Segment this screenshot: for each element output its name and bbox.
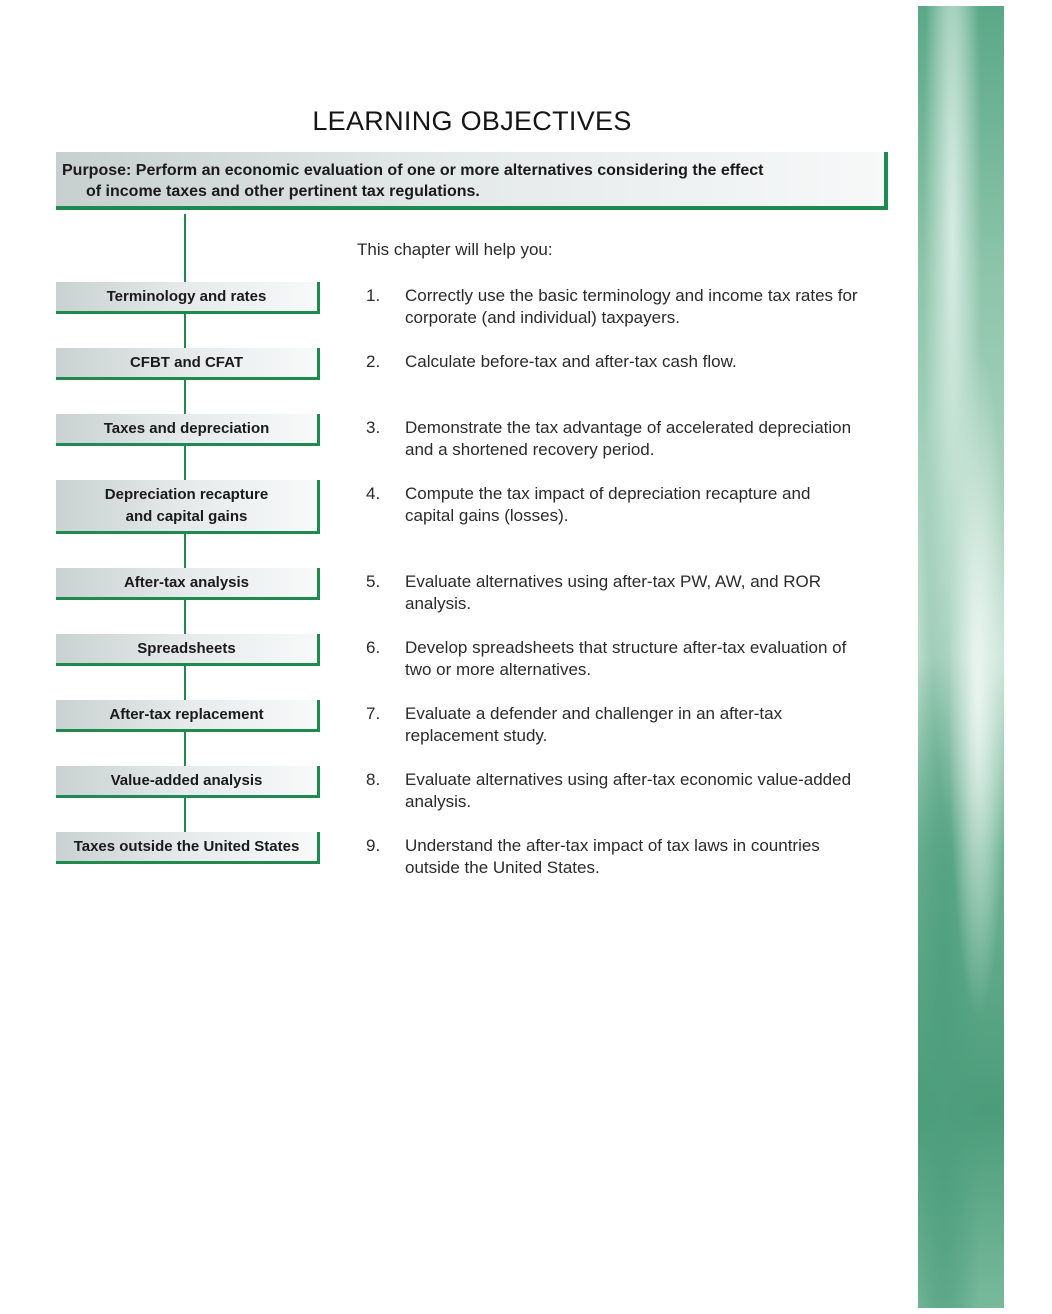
connector-line [184, 446, 186, 480]
objective-text [405, 285, 905, 329]
topic-label: Spreadsheets [137, 639, 236, 657]
topic-label: CFBT and CFAT [129, 353, 244, 371]
topic-label: Value-added analysis [110, 771, 263, 789]
objective-line-2: analysis. [405, 594, 472, 613]
objective-text [405, 835, 905, 879]
connector-line [184, 600, 186, 634]
objective-number: 7. [366, 704, 381, 723]
objective-number: 4. [366, 484, 381, 503]
page-title: LEARNING OBJECTIVES [312, 106, 632, 136]
topic-label: Taxes and depreciation [103, 419, 270, 437]
objective-text [405, 417, 905, 461]
topic-box-after-tax-analysis [56, 568, 320, 600]
decorative-side-image [918, 6, 1004, 1308]
topic-box-cfbt-cfat [56, 348, 320, 380]
objective-line-1: Calculate before-tax and after-tax cash flow. [405, 352, 737, 371]
objective-number: 8. [366, 770, 381, 789]
objective-item [366, 285, 906, 331]
objective-number: 9. [366, 836, 381, 855]
topic-box-value-added-analysis [56, 766, 320, 798]
connector-line [184, 732, 186, 766]
connector-line [184, 214, 186, 282]
objective-line-1: Evaluate a defender and challenger in an after-tax [405, 704, 783, 723]
objective-item [366, 703, 906, 749]
objective-item [366, 351, 906, 375]
objective-line-1: Develop spreadsheets that structure after-tax evaluation of [405, 638, 847, 657]
objective-number: 3. [366, 418, 381, 437]
objective-line-2: two or more alternatives. [405, 660, 592, 679]
objective-line-2: capital gains (losses). [405, 506, 569, 525]
objective-text [405, 703, 905, 747]
objective-item [366, 637, 906, 683]
objective-item [366, 835, 906, 881]
objective-text [405, 769, 905, 813]
intro-text: This chapter will help you: [357, 240, 553, 259]
topic-box-taxes-depreciation [56, 414, 320, 446]
objective-number: 2. [366, 352, 381, 371]
objective-line-2: and a shortened recovery period. [405, 440, 655, 459]
connector-line [184, 666, 186, 700]
objective-number: 1. [366, 286, 381, 305]
objective-line-1: Evaluate alternatives using after-tax PW, AW, and ROR [405, 572, 822, 591]
objective-item [366, 769, 906, 815]
connector-line [184, 534, 186, 568]
objective-text [405, 637, 905, 681]
connector-line [184, 798, 186, 832]
topic-label: After-tax replacement [109, 705, 264, 723]
topic-box-taxes-outside-us [56, 832, 320, 864]
topic-box-depreciation-recapture [56, 480, 320, 534]
objective-text [405, 571, 905, 615]
topic-label-line-2: and capital gains [125, 507, 248, 525]
objective-number: 5. [366, 572, 381, 591]
objective-item [366, 571, 906, 617]
topic-label: Terminology and rates [106, 287, 267, 305]
objective-text [405, 351, 905, 373]
objective-line-2: analysis. [405, 792, 472, 811]
connector-line [184, 380, 186, 414]
objective-line-1: Correctly use the basic terminology and income tax rates for [405, 286, 858, 305]
objective-line-2: outside the United States. [405, 858, 600, 877]
purpose-line-1: Purpose: Perform an economic evaluation of one or more alternatives considering the effect [62, 162, 764, 179]
objective-line-1: Compute the tax impact of depreciation recapture and [405, 484, 811, 503]
purpose-line-2: of income taxes and other pertinent tax regulations. [86, 183, 480, 200]
topic-box-after-tax-replacement [56, 700, 320, 732]
topic-box-spreadsheets [56, 634, 320, 666]
objective-line-2: corporate (and individual) taxpayers. [405, 308, 680, 327]
objective-item [366, 483, 906, 529]
topic-label: Taxes outside the United States [73, 837, 300, 855]
topic-label: After-tax analysis [123, 573, 250, 591]
topic-label: Depreciation recapture [104, 485, 269, 503]
objective-line-2: replacement study. [405, 726, 548, 745]
topic-box-terminology [56, 282, 320, 314]
objective-line-1: Evaluate alternatives using after-tax economic value-added [405, 770, 852, 789]
objective-line-1: Understand the after-tax impact of tax laws in countries [405, 836, 820, 855]
purpose-statement [62, 160, 862, 202]
objective-line-1: Demonstrate the tax advantage of accelerated depreciation [405, 418, 852, 437]
connector-line [184, 314, 186, 348]
objective-item [366, 417, 906, 463]
objective-number: 6. [366, 638, 381, 657]
objective-text [405, 483, 905, 527]
